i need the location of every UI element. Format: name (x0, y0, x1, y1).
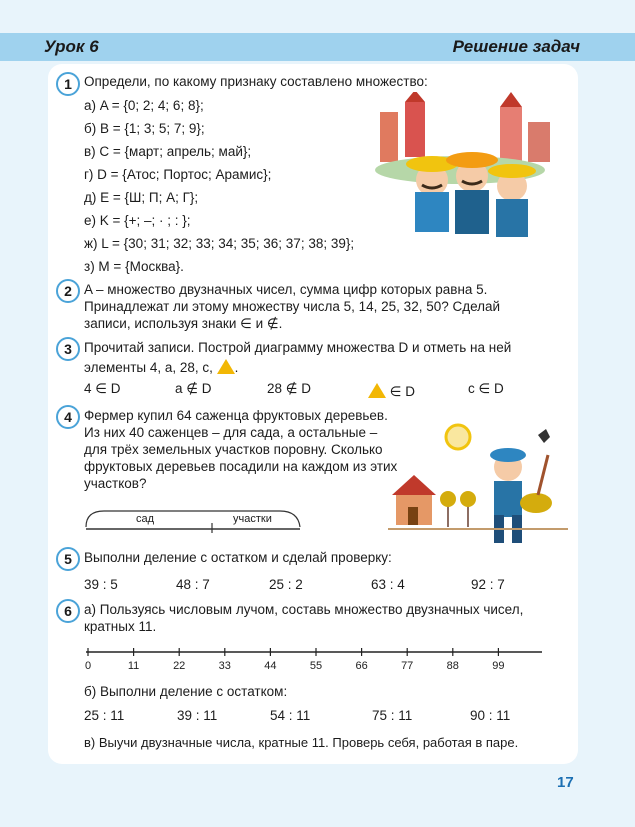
task-1-item-zh: ж) L = {30; 31; 32; 33; 34; 35; 36; 37; 38; 39}; (84, 236, 355, 251)
task-6-item-1: 25 : 11 (84, 708, 125, 723)
lesson-header (0, 33, 635, 61)
task-4-line-2: Из них 40 саженцев – для сада, а остальные – (84, 425, 378, 440)
task-1-item-g: г) D = {Атос; Портос; Арамис}; (84, 167, 272, 182)
task-6-part-b: б) Выполни деление с остатком: (84, 684, 288, 699)
task-6-item-5: 90 : 11 (470, 708, 511, 723)
task-1-number: 1 (56, 72, 80, 96)
number-ray-label: 66 (355, 660, 368, 672)
triangle-icon (217, 359, 235, 374)
task-6-part-c: в) Выучи двузначные числа, кратные 11. Проверь себя, работая в паре. (84, 735, 519, 750)
task-3-line-2 (84, 357, 238, 375)
task-3-record-1: 4 ∈ D (84, 381, 121, 396)
task-4-line-1: Фермер купил 64 саженца фруктовых деревьев. (84, 408, 388, 423)
task-1-item-e: е) K = {+; –; · ; : }; (84, 213, 191, 228)
task-2-number: 2 (56, 279, 80, 303)
task-2-line-3: записи, используя знаки ∈ и ∉. (84, 316, 283, 331)
diagram-label-garden: сад (136, 513, 155, 525)
task-2-line-1: A – множество двузначных чисел, сумма цифр которых равна 5. (84, 282, 488, 297)
task-3-line-2-text: элементы 4, a, 28, c, (84, 360, 213, 375)
farmer-illustration (388, 415, 568, 555)
task-5-item-2: 48 : 7 (176, 577, 210, 592)
number-ray-label: 88 (446, 660, 459, 672)
task-6-item-3: 54 : 11 (270, 708, 311, 723)
number-ray-label: 0 (84, 660, 92, 672)
task-2-line-2: Принадлежат ли этому множеству числа 5, 14, 25, 32, 50? Сделай (84, 299, 501, 314)
task-5-item-5: 92 : 7 (471, 577, 505, 592)
number-ray-label: 99 (492, 660, 505, 672)
task-3-record-3: 28 ∉ D (267, 381, 312, 396)
task-6-number: 6 (56, 599, 80, 623)
task-1-item-d: д) E = {Ш; П; А; Г}; (84, 190, 199, 205)
task-6-item-4: 75 : 11 (372, 708, 413, 723)
task-3-record-5: c ∈ D (468, 381, 504, 396)
task-5-item-4: 63 : 4 (371, 577, 405, 592)
task-5-text: Выполни деление с остатком и сделай проверку: (84, 550, 392, 565)
task-3-line-1: Прочитай записи. Построй диаграмму множества D и отметь на ней (84, 340, 512, 355)
task-5-item-3: 25 : 2 (269, 577, 303, 592)
lesson-topic: Решение задач (452, 37, 580, 56)
task-4-line-5: участков? (84, 476, 147, 491)
task-1-item-b: б) B = {1; 3; 5; 7; 9}; (84, 121, 205, 136)
task-5-number: 5 (56, 547, 80, 571)
number-ray-label: 33 (218, 660, 231, 672)
task-1-item-v: в) C = {март; апрель; май}; (84, 144, 252, 159)
number-ray-label: 77 (401, 660, 414, 672)
task-3-number: 3 (56, 337, 80, 361)
segment-diagram (80, 505, 310, 533)
task-6-item-2: 39 : 11 (177, 708, 218, 723)
number-ray-label: 22 (173, 660, 186, 672)
number-ray-label: 55 (309, 660, 323, 672)
task-1-item-a: а) A = {0; 2; 4; 6; 8}; (84, 98, 204, 113)
musketeers-illustration (360, 92, 560, 242)
number-ray-label: 11 (127, 660, 140, 672)
task-3-record-4 (368, 381, 415, 400)
task-1-item-z: з) M = {Москва}. (84, 259, 184, 274)
task-3-record-4-text: ∈ D (389, 384, 416, 399)
number-ray-label: 44 (264, 660, 277, 672)
diagram-label-plots: участки (233, 513, 272, 525)
task-4-line-4: фруктовых деревьев посадили на каждом из этих (84, 459, 398, 474)
task-5-item-1: 39 : 5 (84, 577, 118, 592)
task-3-line-2-end: . (234, 360, 239, 375)
task-4-number: 4 (56, 405, 80, 429)
task-3-record-2: a ∉ D (175, 381, 212, 396)
task-6-part-a-line-1: а) Пользуясь числовым лучом, составь множество двузначных чисел, (84, 602, 524, 617)
task-6-part-a-line-2: кратных 11. (84, 619, 157, 634)
task-1-text: Определи, по какому признаку составлено множество: (84, 74, 428, 89)
number-ray (80, 642, 550, 672)
triangle-icon (368, 383, 386, 398)
task-4-line-3: для трёх земельных участков поровну. Сколько (84, 442, 383, 457)
lesson-title: Урок 6 (44, 37, 99, 56)
page-number: 17 (557, 774, 574, 791)
